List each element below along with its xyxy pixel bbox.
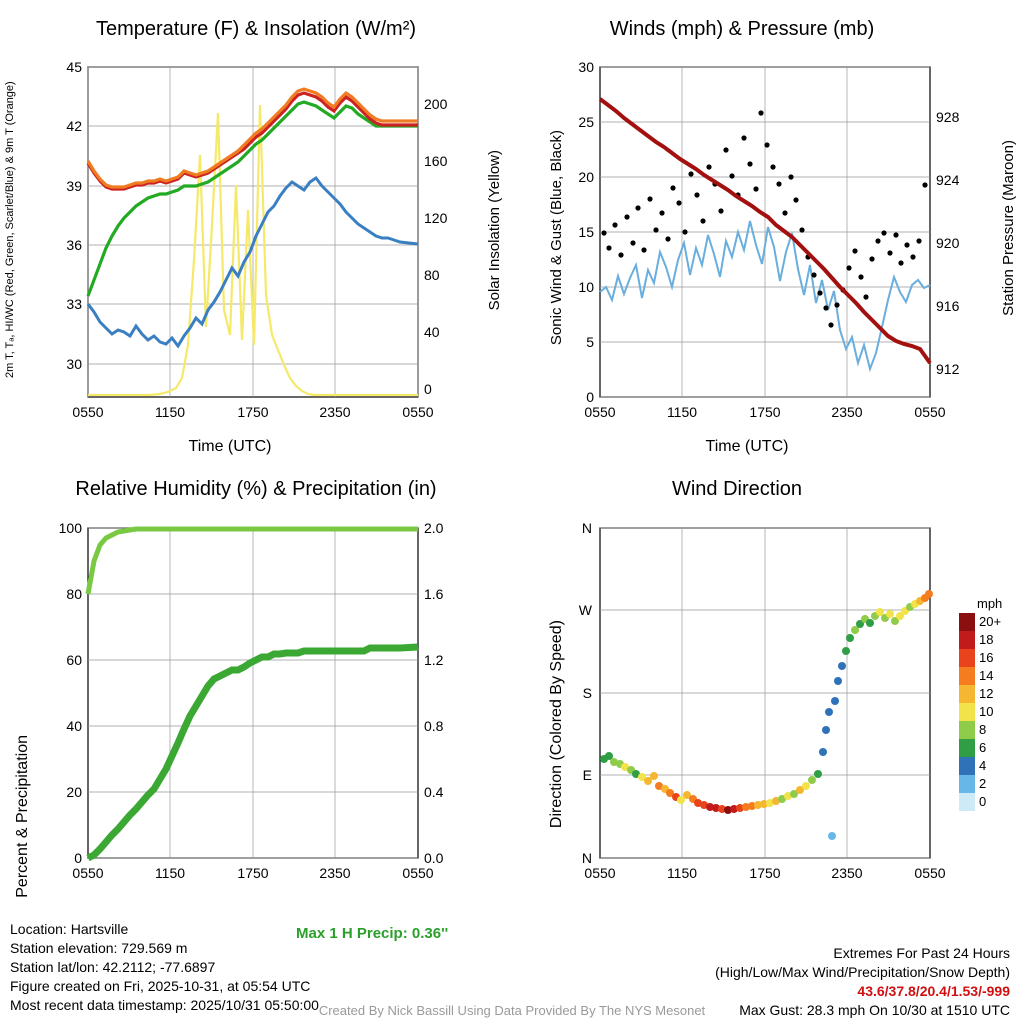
svg-text:0550: 0550: [402, 865, 434, 881]
svg-text:39: 39: [66, 178, 82, 194]
max-precip-annotation: Max 1 H Precip: 0.36'': [296, 925, 449, 942]
svg-text:42: 42: [66, 118, 82, 134]
svg-text:160: 160: [424, 153, 448, 169]
svg-text:920: 920: [936, 235, 960, 251]
svg-text:2350: 2350: [831, 404, 863, 420]
y-axis-label-winds-left: Sonic Wind & Gust (Blue, Black): [548, 130, 565, 346]
svg-text:2.0: 2.0: [424, 520, 444, 536]
legend-label: 20+: [979, 614, 1002, 629]
chart-panel-wind-direction: [512, 470, 1024, 920]
svg-text:N: N: [581, 520, 592, 536]
chart-panel-temperature: [0, 0, 512, 470]
x-axis-label-temperature: Time (UTC): [188, 438, 272, 455]
station-metadata: [10, 920, 319, 1015]
max-gust-text: Max Gust: 28.3 mph On 10/30 at 1510 UTC: [739, 1002, 1010, 1018]
svg-text:1150: 1150: [154, 404, 186, 420]
chart-title-winds: Winds (mph) & Pressure (mb): [609, 18, 875, 40]
svg-text:0550: 0550: [914, 404, 946, 420]
svg-text:912: 912: [936, 361, 960, 377]
x-axis-label-winds: Time (UTC): [705, 438, 789, 455]
chart-svg-temperature: [0, 45, 512, 445]
chart-svg-wind-direction: [512, 506, 1024, 906]
extremes-subtitle: (High/Low/Max Wind/Precipitation/Snow Depth): [715, 964, 1010, 980]
svg-text:0550: 0550: [584, 865, 616, 881]
svg-text:1750: 1750: [237, 404, 269, 420]
legend-label: 14: [979, 668, 994, 683]
y-axis-label-temperature-right: Solar Insolation (Yellow): [486, 150, 503, 311]
svg-text:0: 0: [424, 381, 432, 397]
svg-text:2350: 2350: [319, 865, 351, 881]
legend-title: mph: [977, 596, 1003, 611]
svg-text:0550: 0550: [72, 404, 104, 420]
recent-data-text: Most recent data timestamp: 2025/10/31 05:50:00: [10, 997, 319, 1013]
svg-text:0.8: 0.8: [424, 718, 444, 734]
svg-text:1750: 1750: [237, 865, 269, 881]
svg-text:0.0: 0.0: [424, 850, 444, 866]
location-text: Location: Hartsville: [10, 921, 129, 937]
svg-text:20: 20: [578, 169, 594, 185]
y-axis-label-humidity-left: Percent & Precipitation: [14, 735, 31, 898]
legend-label: 12: [979, 686, 994, 701]
legend-label: 0: [979, 794, 987, 809]
svg-text:30: 30: [578, 59, 594, 75]
svg-text:1150: 1150: [154, 865, 186, 881]
legend-label: 6: [979, 740, 987, 755]
svg-text:0550: 0550: [402, 404, 434, 420]
wind-speed-legend: [959, 596, 1002, 811]
svg-text:1750: 1750: [749, 404, 781, 420]
svg-text:924: 924: [936, 172, 960, 188]
svg-text:30: 30: [66, 356, 82, 372]
latlon-text: Station lat/lon: 42.2112; -77.6897: [10, 959, 216, 975]
chart-title-temperature: Temperature (F) & Insolation (W/m²): [95, 18, 417, 40]
y-axis-label-wind-direction: Direction (Colored By Speed): [548, 620, 565, 829]
legend-label: 2: [979, 776, 987, 791]
y-axis-label-temperature-left: 2m T, Tₐ, HI/WC (Red, Green, Scarlet/Blue) & 9m T (Orange): [4, 81, 16, 378]
svg-text:916: 916: [936, 298, 960, 314]
svg-text:S: S: [582, 685, 592, 701]
svg-text:0: 0: [74, 850, 82, 866]
figure-created-text: Figure created on Fri, 2025-10-31, at 05:54 UTC: [10, 978, 311, 994]
svg-text:200: 200: [424, 96, 448, 112]
svg-text:80: 80: [66, 586, 82, 602]
svg-text:40: 40: [424, 324, 440, 340]
svg-text:0550: 0550: [914, 865, 946, 881]
svg-text:36: 36: [66, 237, 82, 253]
extremes-title: Extremes For Past 24 Hours: [833, 945, 1010, 961]
chart-svg-humidity: [0, 506, 512, 906]
svg-text:80: 80: [424, 267, 440, 283]
svg-text:45: 45: [66, 59, 82, 75]
legend-label: 16: [979, 650, 994, 665]
svg-text:100: 100: [58, 520, 82, 536]
svg-text:1.6: 1.6: [424, 586, 444, 602]
svg-text:0550: 0550: [72, 865, 104, 881]
chart-svg-winds: [512, 45, 1024, 445]
svg-text:N: N: [581, 850, 592, 866]
legend-label: 10: [979, 704, 994, 719]
y-axis-label-winds-right: Station Pressure (Maroon): [1000, 140, 1017, 316]
legend-label: 4: [979, 758, 987, 773]
svg-text:15: 15: [578, 224, 594, 240]
elevation-text: Station elevation: 729.569 m: [10, 940, 188, 956]
svg-text:W: W: [578, 602, 592, 618]
svg-text:E: E: [582, 767, 592, 783]
svg-text:0: 0: [586, 389, 594, 405]
legend-label: 8: [979, 722, 987, 737]
svg-text:60: 60: [66, 652, 82, 668]
chart-title-wind-direction: Wind Direction: [671, 478, 803, 500]
svg-text:5: 5: [586, 334, 594, 350]
chart-panel-winds: [512, 0, 1024, 470]
svg-text:1750: 1750: [749, 865, 781, 881]
legend-label: 18: [979, 632, 994, 647]
svg-text:40: 40: [66, 718, 82, 734]
svg-text:33: 33: [66, 296, 82, 312]
svg-text:2350: 2350: [319, 404, 351, 420]
svg-text:928: 928: [936, 109, 960, 125]
chart-title-humidity: Relative Humidity (%) & Precipitation (in): [75, 478, 437, 500]
svg-text:1150: 1150: [666, 865, 698, 881]
svg-text:2350: 2350: [831, 865, 863, 881]
extremes-values: 43.6/37.8/20.4/1.53/-999: [857, 983, 1010, 999]
svg-text:0550: 0550: [584, 404, 616, 420]
svg-text:25: 25: [578, 114, 594, 130]
svg-text:1.2: 1.2: [424, 652, 444, 668]
svg-text:10: 10: [578, 279, 594, 295]
svg-text:20: 20: [66, 784, 82, 800]
credit-text: Created By Nick Bassill Using Data Provided By The NYS Mesonet: [318, 1003, 706, 1018]
chart-panel-humidity: [0, 470, 512, 920]
svg-text:1150: 1150: [666, 404, 698, 420]
svg-text:120: 120: [424, 210, 448, 226]
svg-text:0.4: 0.4: [424, 784, 444, 800]
